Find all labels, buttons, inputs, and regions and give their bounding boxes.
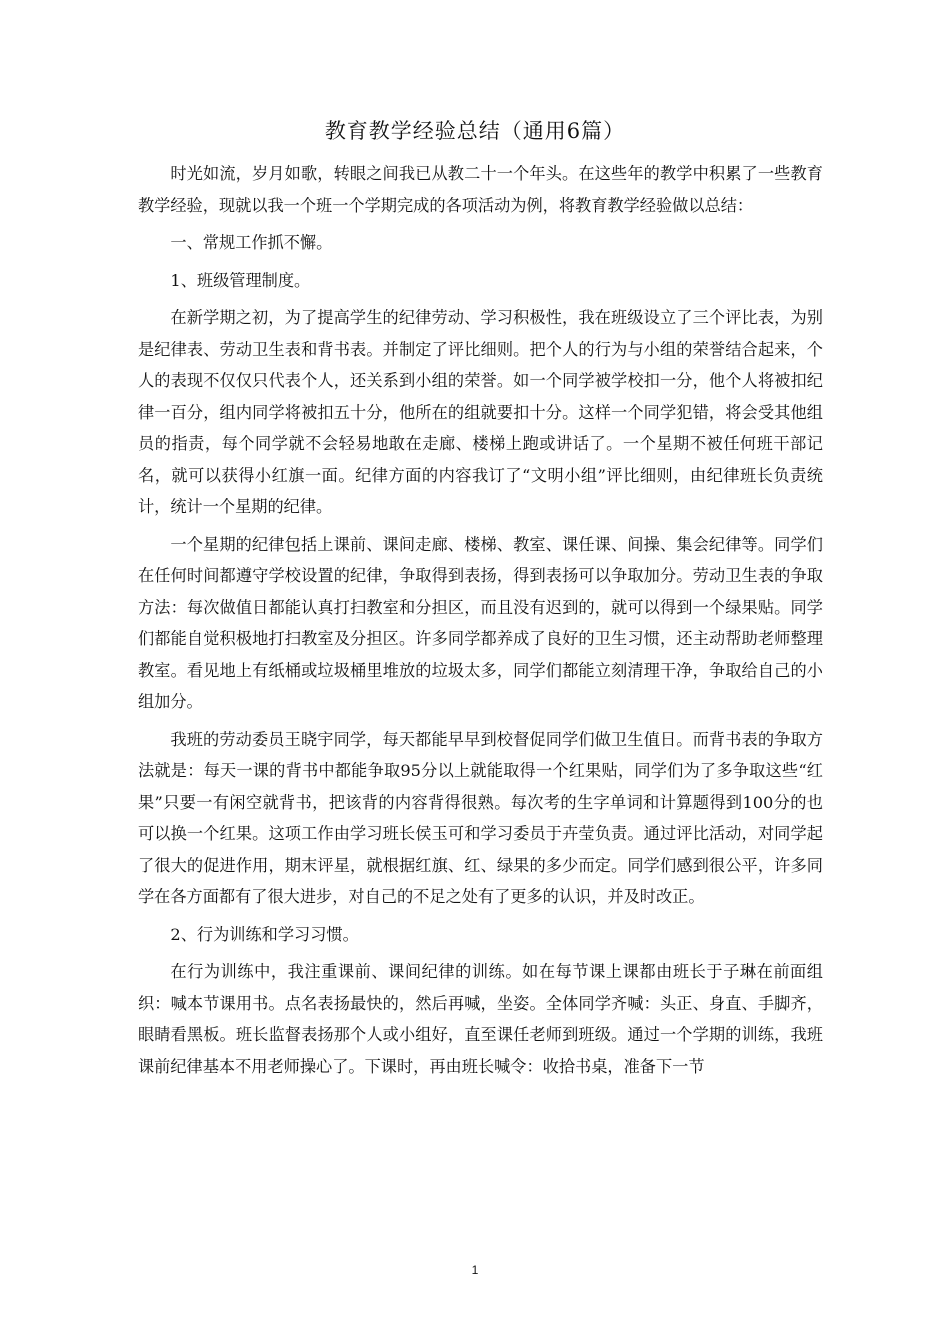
- paragraph: 在新学期之初，为了提高学生的纪律劳动、学习积极性，我在班级设立了三个评比表，为别是纪律表、劳动卫生表和背书表。并制定了评比细则。把个人的行为与小组的荣誉结合起来，个人的表现不仅仅只代表个人，还关系到小组的荣誉。如一个同学被学校扣一分，他个人将被扣纪律一百分，组内同学将被扣五十分，他所在的组就要扣十分。这样一个同学犯错，将会受其他组员的指责，每个同学就不会轻易地敢在走廊、楼梯上跑或讲话了。一个星期不被任何班干部记名，就可以获得小红旗一面。纪律方面的内容我订了“文明小组”评比细则，由纪律班长负责统计，统计一个星期的纪律。: [138, 308, 823, 516]
- paragraph: 我班的劳动委员王晓宇同学，每天都能早早到校督促同学们做卫生值日。而背书表的争取方法就是：每天一课的背书中都能争取95分以上就能取得一个红果贴，同学们为了多争取这些“红果”只要一有闲空就背书，把该背的内容背得很熟。每次考的生字单词和计算题得到100分的也可以换一个红果。这项工作由学习班长侯玉可和学习委员于卉莹负责。通过评比活动，对同学起了很大的促进作用，期末评星，就根据红旗、红、绿果的多少而定。同学们感到很公平，许多同学在各方面都有了很大进步，对自己的不足之处有了更多的认识，并及时改正。: [138, 729, 823, 906]
- paragraph: 一个星期的纪律包括上课前、课间走廊、楼梯、教室、课任课、间操、集会纪律等。同学们在任何时间都遵守学校设置的纪律，争取得到表扬，得到表扬可以争取加分。劳动卫生表的争取方法：每次做值日都能认真打扫教室和分担区，而且没有迟到的，就可以得到一个绿果贴。同学们都能自觉积极地打扫教室及分担区。许多同学都养成了良好的卫生习惯，还主动帮助老师整理教室。看见地上有纸桶或垃圾桶里堆放的垃圾太多，同学们都能立刻清理干净，争取给自己的小组加分。: [138, 534, 823, 711]
- page-number: 1: [471, 1263, 479, 1277]
- subsection-heading-1: 1、班级管理制度。: [170, 270, 311, 290]
- document-body: [138, 158, 823, 1082]
- paragraph: 在行为训练中，我注重课前、课间纪律的训练。如在每节课上课都由班长于子琳在前面组织：喊本节课用书。点名表扬最快的，然后再喊，坐姿。全体同学齐喊：头正、身直、手脚齐，眼睛看黑板。班长监督表扬那个人或小组好，直至课任老师到班级。通过一个学期的训练，我班课前纪律基本不用老师操心了。下课时，再由班长喊令：收拾书桌，准备下一节: [138, 962, 823, 1076]
- section-heading-1: 一、常规工作抓不懈。: [170, 233, 333, 252]
- paragraph-intro: 时光如流，岁月如歌，转眼之间我已从教二十一个年头。在这些年的教学中积累了一些教育教学经验，现就以我一个班一个学期完成的各项活动为例，将教育教学经验做以总结：: [138, 164, 823, 215]
- document-title: 教育教学经验总结（通用6篇）: [324, 119, 626, 143]
- subsection-heading-2: 2、行为训练和学习习惯。: [170, 924, 359, 944]
